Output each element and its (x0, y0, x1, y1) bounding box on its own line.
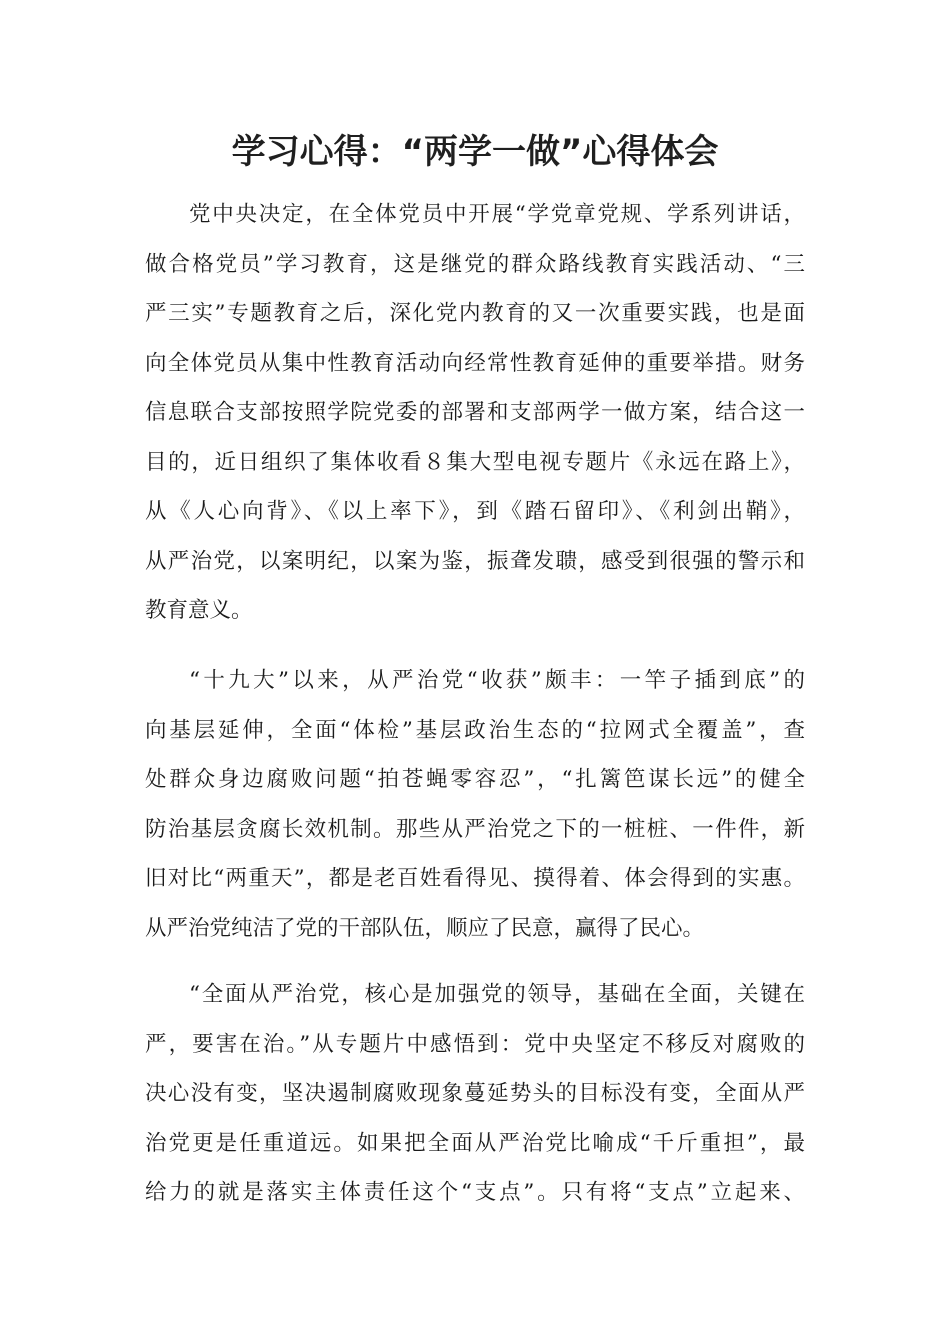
paragraph-1 (145, 190, 805, 636)
paragraph-line: “十九大”以来，从严治党“收获”颇丰：一竿子插到底”的 (189, 668, 805, 693)
paragraph-line: 做合格党员”学习教育，这是继党的群众路线教育实践活动、“三 (145, 251, 805, 277)
paragraph-line: 防治基层贪腐长效机制。那些从严治党之下的一桩桩、一件件，新 (145, 816, 805, 842)
paragraph-line: “全面从严治党，核心是加强党的领导，基础在全面，关键在 (189, 982, 805, 1007)
paragraph-line: 向基层延伸，全面“体检”基层政治生态的“拉网式全覆盖”，查 (145, 717, 805, 743)
paragraph-line: 从严治党纯洁了党的干部队伍，顺应了民意，赢得了民心。 (145, 915, 705, 941)
document-title: 学习心得：“两学一做”心得体会 (231, 132, 719, 172)
paragraph-3 (145, 970, 805, 1218)
paragraph-line: 教育意义。 (145, 598, 253, 623)
paragraph-line: 给力的就是落实主体责任这个“支点”。只有将“支点”立起来、 (145, 1180, 805, 1205)
paragraph-line: 严三实”专题教育之后，深化党内教育的又一次重要实践，也是面 (145, 301, 805, 326)
paragraph-line: 严，要害在治。”从专题片中感悟到：党中央坚定不移反对腐败的 (145, 1031, 805, 1057)
paragraph-line: 治党更是任重道远。如果把全面从严治党比喻成“千斤重担”，最 (145, 1130, 805, 1156)
paragraph-line: 决心没有变，坚决遏制腐败现象蔓延势头的目标没有变，全面从严 (145, 1081, 805, 1106)
paragraph-2 (145, 656, 805, 953)
paragraph-line: 旧对比“两重天”，都是老百姓看得见、摸得着、体会得到的实惠。 (145, 866, 805, 891)
paragraph-line: 目的，近日组织了集体收看８集大型电视专题片《永远在路上》， (145, 449, 805, 475)
paragraph-line: 信息联合支部按照学院党委的部署和支部两学一做方案，结合这一 (145, 400, 805, 425)
paragraph-line: 向全体党员从集中性教育活动向经常性教育延伸的重要举措。财务 (145, 350, 805, 376)
paragraph-line: 处群众身边腐败问题“拍苍蝇零容忍”，“扎篱笆谋长远”的健全 (145, 767, 805, 792)
paragraph-line: 从《人心向背》、《以上率下》，到《踏石留印》、《利剑出鞘》， (145, 499, 805, 524)
paragraph-line: 从严治党，以案明纪，以案为鉴，振聋发聩，感受到很强的警示和 (145, 548, 805, 574)
paragraph-line: 党中央决定，在全体党员中开展“学党章党规、学系列讲话， (189, 202, 805, 227)
